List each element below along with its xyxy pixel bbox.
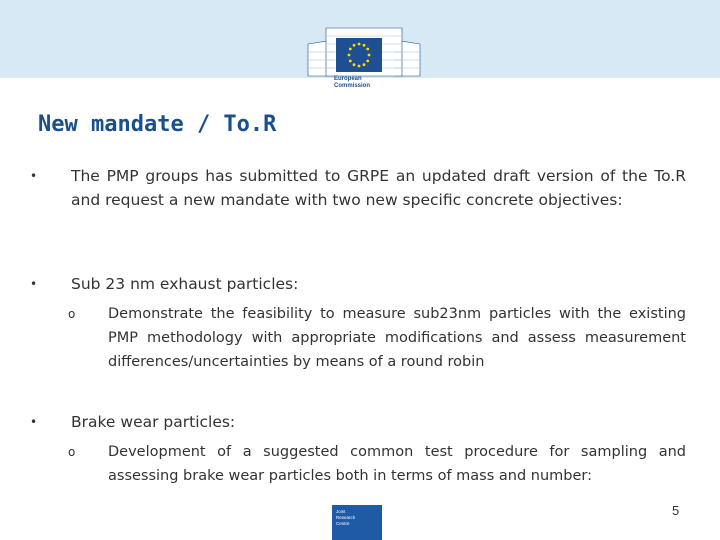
bullet-mark: • bbox=[30, 277, 38, 291]
sub-bullet-mark: o bbox=[68, 445, 76, 459]
page-number: 5 bbox=[672, 503, 680, 518]
sub-bullet-mark: o bbox=[68, 307, 76, 321]
sub-bullet-text: Development of a suggested common test procedure for sampling and assessing brake wear particles both in terms of mass and number: bbox=[108, 444, 686, 484]
logo-caption bbox=[334, 76, 394, 90]
logo-line-1: European bbox=[334, 76, 362, 82]
bullet-text: The PMP groups has submitted to GRPE an updated draft version of the To.R and request a new mandate with two new specific concrete objectives: bbox=[71, 167, 686, 209]
jrc-line-1: Joint bbox=[336, 509, 346, 514]
bullet-text: Brake wear particles: bbox=[71, 413, 236, 431]
jrc-logo bbox=[332, 505, 382, 540]
logo-line-2: Commission bbox=[334, 83, 371, 89]
bullet-text: Sub 23 nm exhaust particles: bbox=[71, 275, 299, 293]
bullet-mark: • bbox=[30, 169, 38, 183]
sub-bullet-text: Demonstrate the feasibility to measure sub23nm particles with the existing PMP methodology with appropriate modifications and assess measurement differences/uncertainties by means of a round robin bbox=[108, 306, 686, 370]
bullet-mark: • bbox=[30, 415, 38, 429]
jrc-line-3: Centre bbox=[336, 521, 350, 526]
jrc-line-2: Research bbox=[336, 515, 356, 520]
slide-title: New mandate / To.R bbox=[38, 112, 277, 137]
